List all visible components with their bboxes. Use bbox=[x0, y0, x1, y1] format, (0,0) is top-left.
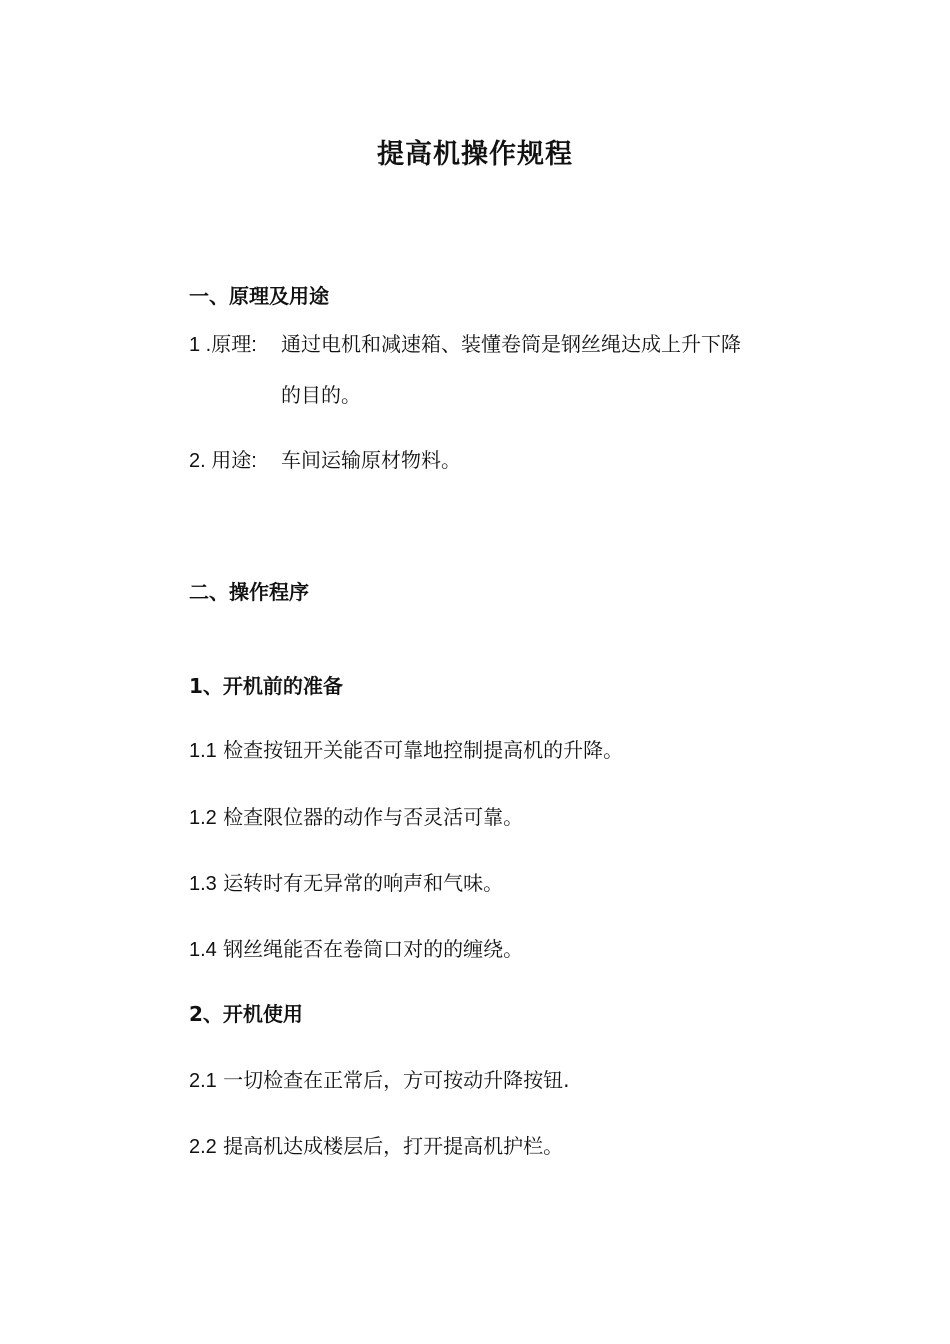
principle-label: 1 .原理: bbox=[189, 334, 257, 356]
list-item: 1.4 钢丝绳能否在卷筒口对的的缠绕。 bbox=[189, 937, 524, 961]
principle-text-continued: 的目的。 bbox=[281, 383, 361, 407]
list-item: 1.1 检查按钮开关能否可靠地控制提高机的升降。 bbox=[189, 738, 624, 762]
principle-line bbox=[189, 328, 741, 357]
subsection-heading-preparation: 1、开机前的准备 bbox=[189, 674, 343, 698]
principle-text: 通过电机和减速箱、装懂卷筒是钢丝绳达成上升下降 bbox=[281, 332, 741, 356]
use-line bbox=[189, 444, 461, 473]
list-item: 2.2 提高机达成楼层后，打开提高机护栏。 bbox=[189, 1134, 564, 1158]
use-text: 车间运输原材物料。 bbox=[281, 448, 461, 472]
section-heading-operation: 二、操作程序 bbox=[189, 580, 309, 604]
list-item: 2.1 一切检查在正常后，方可按动升降按钮. bbox=[189, 1068, 570, 1092]
list-item: 1.2 检查限位器的动作与否灵活可靠。 bbox=[189, 805, 524, 829]
use-label: 2. 用途: bbox=[189, 450, 257, 472]
document-title: 提高机操作规程 bbox=[377, 139, 573, 170]
subsection-heading-usage: 2、开机使用 bbox=[189, 1002, 303, 1026]
section-heading-principle-use: 一、原理及用途 bbox=[189, 284, 329, 308]
list-item: 1.3 运转时有无异常的响声和气味。 bbox=[189, 871, 504, 895]
